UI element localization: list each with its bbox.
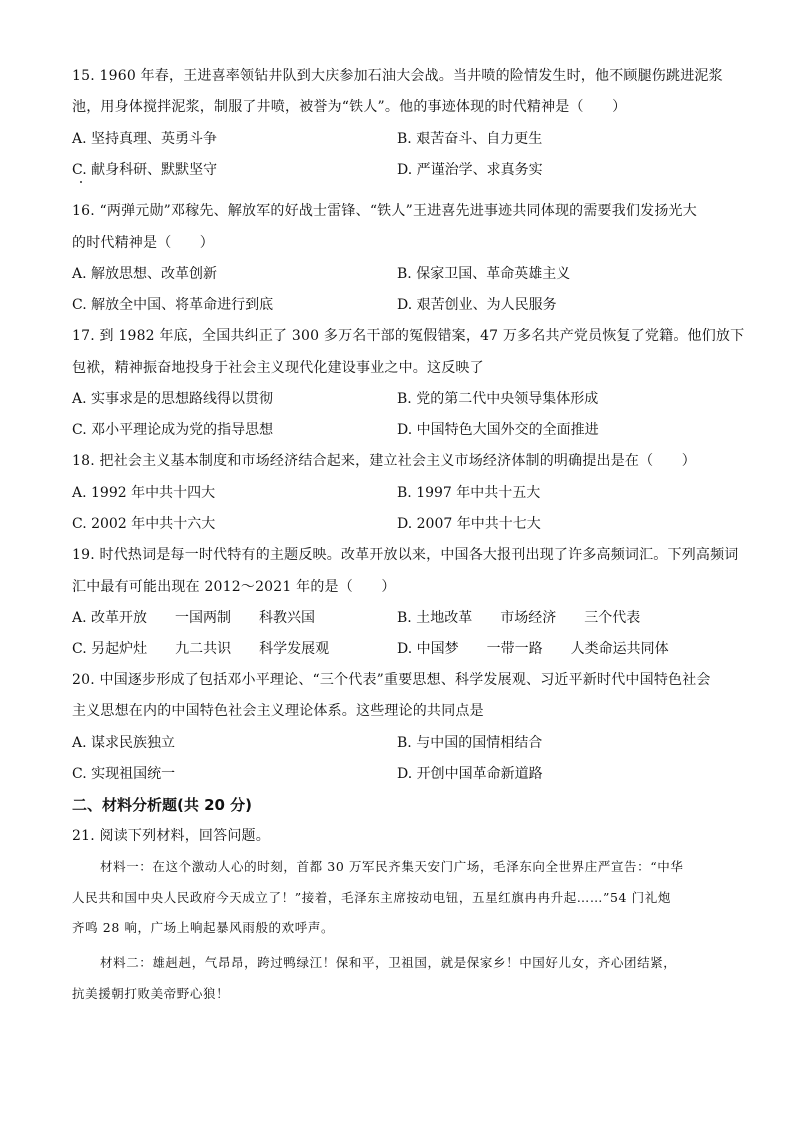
material-1-line-1: 材料一：在这个激动人心的时刻，首都 30 万军民齐集天安门广场，毛泽东向全世界庄严宣告：“中华: [100, 859, 684, 874]
q20-stem-line-2: 主义思想在内的中国特色社会主义理论体系。这些理论的共同点是: [72, 703, 484, 719]
q16-option-b: B. 保家卫国、革命英雄主义: [397, 266, 571, 282]
q18-option-a: A. 1992 年中共十四大: [72, 485, 216, 501]
q19-option-b: B. 土地改革 市场经济 三个代表: [397, 610, 641, 626]
q15-option-a: A. 坚持真理、英勇斗争: [72, 131, 218, 147]
q18-option-b: B. 1997 年中共十五大: [397, 485, 541, 501]
q19-stem-line-1: 19. 时代热词是每一时代特有的主题反映。改革开放以来，中国各大报刊出现了许多高频词汇。下列高频词: [72, 547, 739, 563]
material-2-line-1: 材料二：雄赳赳，气昂昂，跨过鸭绿江！保和平，卫祖国，就是保家乡！中国好儿女，齐心团结紧，: [100, 955, 677, 970]
q15-option-c: C. 献身科研、默默坚守: [72, 162, 218, 178]
q19-stem-line-2: 汇中最有可能出现在 2012～2021 年的是（ ）: [72, 579, 396, 595]
q17-option-a: A. 实事求是的思想路线得以贯彻: [72, 391, 274, 407]
q17-stem-line-1: 17. 到 1982 年底，全国共纠正了 300 多万名干部的冤假错案，47 万多名共产党员恢复了党籍。他们放下: [72, 328, 745, 344]
q16-stem-line-2: 的时代精神是（ ）: [72, 235, 214, 251]
q20-option-b: B. 与中国的国情相结合: [397, 735, 543, 751]
q15-option-b: B. 艰苦奋斗、自力更生: [397, 131, 543, 147]
q20-option-a: A. 谋求民族独立: [72, 735, 176, 751]
q16-option-d: D. 艰苦创业、为人民服务: [397, 297, 557, 313]
q16-stem-line-1: 16. “两弹元勋”邓稼先、解放军的好战士雷锋、“铁人”王进喜先进事迹共同体现的需要我们发扬光大: [72, 203, 697, 219]
q17-option-c: C. 邓小平理论成为党的指导思想: [72, 422, 274, 438]
material-1-line-3: 齐鸣 28 响，广场上响起暴风雨般的欢呼声。: [72, 920, 335, 935]
q15-stem-line-2: 池，用身体搅拌泥浆，制服了井喷，被誉为“铁人”。他的事迹体现的时代精神是（ ）: [72, 99, 627, 115]
material-2-line-2: 抗美援朝打败美帝野心狼！: [72, 986, 230, 1001]
q17-option-b: B. 党的第二代中央领导集体形成: [397, 391, 599, 407]
q15-option-d: D. 严谨治学、求真务实: [397, 162, 543, 178]
q21-stem: 21. 阅读下列材料，回答问题。: [72, 828, 270, 844]
q16-option-a: A. 解放思想、改革创新: [72, 266, 218, 282]
q15-stem-line-1: 15. 1960 年春，王进喜率领钻井队到大庆参加石油大会战。当井喷的险情发生时，他不顾腿伤跳进泥浆: [72, 68, 723, 84]
q16-option-c: C. 解放全中国、将革命进行到底: [72, 297, 274, 313]
q18-option-d: D. 2007 年中共十七大: [397, 516, 541, 532]
q20-stem-line-1: 20. 中国逐步形成了包括邓小平理论、“三个代表”重要思想、科学发展观、习近平新时代中国特色社会: [72, 672, 711, 688]
q20-option-c: C. 实现祖国统一: [72, 766, 176, 782]
q18-option-c: C. 2002 年中共十六大: [72, 516, 216, 532]
section-heading: 二、材料分析题(共 20 分): [72, 796, 253, 814]
q17-option-d: D. 中国特色大国外交的全面推进: [397, 422, 599, 438]
q17-stem-line-2: 包袱，精神振奋地投身于社会主义现代化建设事业之中。这反映了: [72, 360, 484, 376]
q20-option-d: D. 开创中国革命新道路: [397, 766, 543, 782]
q18-stem-line-1: 18. 把社会主义基本制度和市场经济结合起来，建立社会主义市场经济体制的明确提出是在（ ）: [72, 453, 696, 469]
q19-option-d: D. 中国梦 一带一路 人类命运共同体: [397, 641, 669, 657]
material-1-line-2: 人民共和国中央人民政府今天成立了！”接着，毛泽东主席按动电钮，五星红旗冉冉升起……”54 门礼炮: [72, 890, 671, 905]
q19-option-c: C. 另起炉灶 九二共识 科学发展观: [72, 641, 330, 657]
q19-option-a: A. 改革开放 一国两制 科教兴国: [72, 610, 316, 626]
stray-dot: [80, 181, 82, 183]
